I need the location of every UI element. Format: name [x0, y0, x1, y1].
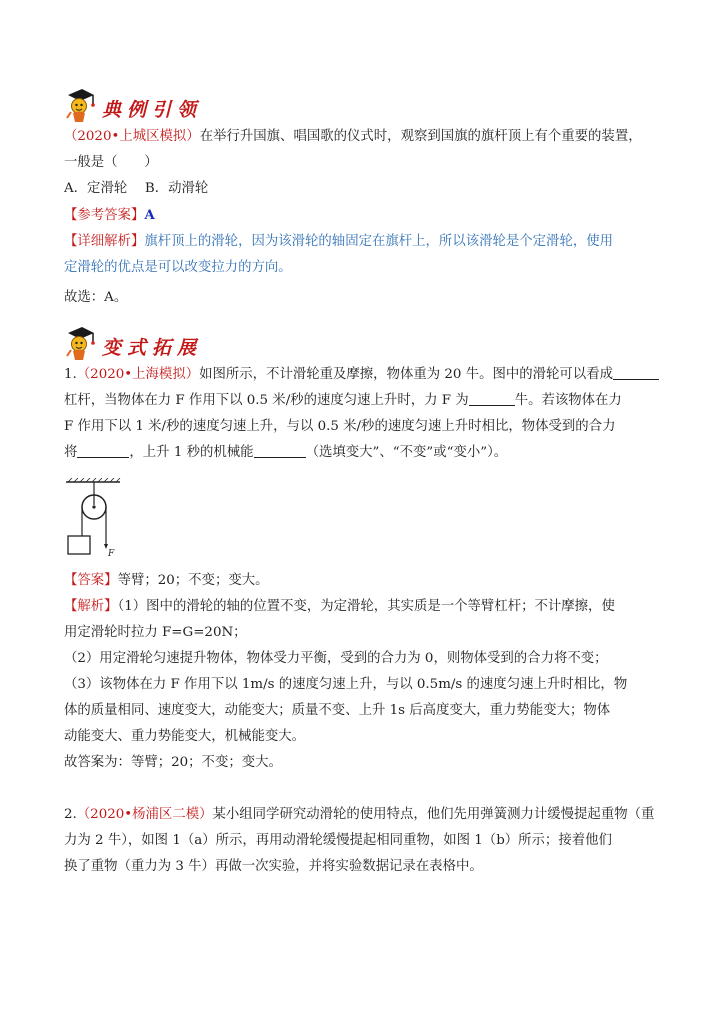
example-conclusion: 故选：A。 — [64, 290, 128, 305]
example-analysis-cont: 定滑轮的优点是可以改变拉力的方向。 — [64, 260, 292, 275]
q1-blank-3[interactable] — [77, 442, 129, 458]
q1-blank-1[interactable] — [613, 364, 659, 380]
practice-heading: 变式拓展 — [100, 333, 208, 362]
example-heading: 典例引领 — [100, 95, 208, 124]
example-options: A．定滑轮 B．动滑轮 — [64, 181, 209, 196]
pulley-diagram — [64, 478, 124, 560]
q1-analysis-6: 动能变大、重力势能变大，机械能变大。 — [64, 729, 306, 744]
q1-analysis-4: （3）该物体在力 F 作用下以 1m/s 的速度匀速上升，与以 0.5m/s 的速度匀速上升时相比，物 — [64, 677, 628, 692]
force-label: F — [108, 549, 115, 559]
example-section-header — [62, 84, 208, 124]
q2-line-3: 换了重物（重力为 3 牛）再做一次实验，并将实验数据记录在表格中。 — [64, 859, 483, 874]
q1-answer: 【答案】等臂；20；不变；变大。 — [64, 573, 269, 588]
q1-line-1: 1.（2020•上海模拟）如图所示，不计滑轮重及摩擦，物体重为 20 牛。图中的滑轮可以看成 — [64, 362, 658, 388]
q2-source: （2020•杨浦区二模） — [76, 807, 213, 822]
example-source: （2020•上城区模拟） — [64, 129, 200, 144]
q2-line-1: 2.（2020•杨浦区二模）某小组同学研究动滑轮的使用特点，他们先用弹簧测力计缓慢提起重物（重 — [64, 807, 655, 822]
q1-solution — [64, 568, 658, 776]
q1-blank-2[interactable] — [469, 390, 515, 406]
question-2 — [64, 802, 658, 880]
mascot-icon — [62, 324, 96, 362]
q1-line-4: 将 ，上升 1 秒的机械能 （选填变大”、“不变”或“变小”）。 — [64, 440, 658, 466]
example-answer: 【参考答案】A — [64, 207, 155, 223]
q1-analysis-3: （2）用定滑轮匀速提升物体，物体受力平衡，受到的合力为 0，则物体受到的合力将不变； — [64, 651, 608, 666]
mascot-icon — [62, 86, 96, 124]
q1-blank-4[interactable] — [254, 442, 306, 458]
example-analysis: 【详细解析】旗杆顶上的滑轮，因为该滑轮的轴固定在旗杆上，所以该滑轮是个定滑轮，使用 — [64, 234, 614, 249]
example-block — [64, 124, 658, 311]
q1-analysis-1: 【解析】（1）图中的滑轮的轴的位置不变，为定滑轮，其实质是一个等臂杠杆；不计摩擦，使 — [64, 599, 615, 614]
q1-conclusion: 故答案为：等臂；20；不变；变大。 — [64, 755, 282, 770]
q1-line-2: 杠杆，当物体在力 F 作用下以 0.5 米/秒的速度匀速上升时，力 F 为 牛。若该物体在力 — [64, 388, 658, 414]
q1-line-3: F 作用下以 1 米/秒的速度匀速上升，与以 0.5 米/秒的速度匀速上升时相比，物体受到的合力 — [64, 419, 616, 434]
q1-analysis-5: 体的质量相同、速度变大，动能变大；质量不变、上升 1s 后高度变大，重力势能变大；物体 — [64, 703, 611, 718]
example-question-cont: 一般是（ ） — [64, 155, 158, 170]
q1-analysis-2: 用定滑轮时拉力 F=G=20N； — [64, 625, 247, 640]
q2-line-2: 力为 2 牛），如图 1（a）所示，再用动滑轮缓慢提起相同重物，如图 1（b）所示；接着他们 — [64, 833, 612, 848]
question-1 — [64, 362, 658, 466]
practice-section-header — [62, 322, 208, 362]
q1-source: （2020•上海模拟） — [76, 367, 200, 382]
example-question: （2020•上城区模拟）在举行升国旗、唱国歌的仪式时，观察到国旗的旗杆顶上有个重要的装置， — [64, 129, 642, 144]
